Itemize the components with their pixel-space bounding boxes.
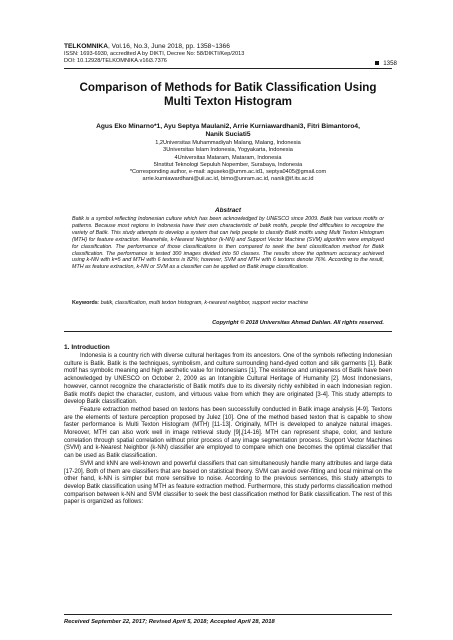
affiliation-line: 4Universitas Mataram, Mataram, Indonesia [174, 154, 282, 161]
received-dates: Received September 22, 2017; Revised April 5, 2018; Accepted April 28, 2018 [64, 619, 275, 625]
keywords-list: : batik, classification, multi texton histogram, k-nearest neighbor, support vector machine [97, 300, 309, 306]
keywords [72, 300, 384, 307]
paper-title [64, 81, 392, 109]
doi-line: DOI: 10.12928/TELKOMNIKA.v16i3.7376 [64, 58, 167, 65]
abstract-heading: Abstract [215, 207, 241, 214]
affiliation-line: arrie.kurniawardhani@uii.ac.id, bimo@unram.ac.id, nanik@if.its.ac.id [142, 176, 314, 183]
copyright-notice: Copyright © 2018 Universitas Ahmad Dahlan. All rights reserved. [212, 320, 384, 326]
affiliation-line: 1,2Universitas Muhammadiyah Malang, Malang, Indonesia [155, 140, 301, 146]
author-line: Nanik Suciati5 [205, 131, 251, 139]
affiliation-line: 3Universitas Islam Indonesia, Yogyakarta, Indonesia [163, 147, 293, 154]
page-number: 1358 [375, 60, 397, 67]
affiliations [64, 140, 392, 184]
introduction-body [64, 353, 392, 507]
square-bullet-icon [375, 61, 379, 65]
abstract-text: Batik is a symbol reflecting Indonesian culture which has been acknowledged by UNESCO since 2009. Batik has various motifs or patterns. Because most regions in Indonesia have their own characteristic of batik motifs, people find difficulties to recognize the variety of Batik. This study attempts to develop a system that can help people to classify Batik motifs using Multi Texton Histogram (MTH) for feature extraction. Meanwhile, k-Nearest Neighbor (k-NN) and Support Vector Machine (SVM) algorithm were employed for classification. The performance of those classifications is then compared to seek the best classification method for Batik classification. The performance is tested 300 images divided into 50 classes. The results show the optimum accuracy achieved using k-NN with k=5 and MTH with 6 textons is 82%; however, SVM and MTH with 6 textons denote 76%. According to the result, MTH as feature extraction, k-NN or SVM as a classifier can be applied on Batik image classification. [72, 216, 384, 271]
section-heading: 1. Introduction [64, 344, 110, 351]
author-line: Agus Eko Minarno*1, Ayu Septya Maulani2, Arrie Kurniawardhani3, Fitri Bimantoro4, [96, 123, 360, 130]
title-line: Comparison of Methods for Batik Classification Using [79, 81, 377, 94]
journal-name: TELKOMNIKA [64, 43, 108, 50]
footer-rule [64, 614, 392, 615]
header-rule [64, 68, 392, 69]
paragraph: Indonesia is a country rich with diverse cultural heritages from its ancestors. One of the symbols reflecting Indonesian culture is Batik. Batik is the techniques, symbolism, and culture surrounding hand-dyed cotton and silk garments [1]. Batik motif has symbolic meaning and high aesthetic value for Indonesians [1]. The existence and uniqueness of Batik have been acknowledged by UNESCO on October 2, 2009 as an Intangible Cultural Heritage of Humanity [2]. Most Indonesians, however, cannot recognize the characteristic of Batik motifs due to its diversity richly exhibited in each Indonesian region. Batik motifs depict the character, custom, and virtuous value from which they are originated [3-4]. This study attempts to develop Batik classification. [64, 353, 392, 406]
paragraph: Feature extraction method based on textons has been successfully conducted in Batik image analysis [4-9]. Textons are the elements of texture perception proposed by Julez [10]. One of the method based texton that is capable to show faster performance is Multi Texton Histogram (MTH) [11-13]. Originally, MTH is developed to analyze natural images. Moreover, MTH can also work well in image retrieval study [9],[14-16]. MTH can represent shape, color, and texture correlation through spatial correlation without prior process of any image segmentation process. Support Vector Machines (SVM) and k-Nearest Neighbor (k-NN) classifier are employed to compare which one becomes the optimal classifier that can be used as Batik classification. [64, 406, 392, 460]
journal-header [64, 43, 394, 65]
volume-info: , Vol.16, No.3, June 2018, pp. 1358~1366 [107, 43, 230, 50]
issn-line: ISSN: 1693-6930, accredited A by DIKTI, Decree No: 58/DIKTI/Kep/2013 [64, 51, 245, 57]
abstract-rule [64, 331, 392, 332]
keywords-label: Keywords [72, 300, 98, 306]
author-list [64, 123, 392, 139]
title-line: Multi Texton Histogram [164, 95, 292, 108]
affiliation-line: *Corresponding author, e-mail: aguseko@umm.ac.id1, septya0405@gmail.com [129, 169, 327, 176]
affiliation-line: 5Institut Teknologi Sepuluh Nopember, Surabaya, Indonesia [153, 161, 303, 168]
paragraph: SVM and kNN are well-known and powerful classifiers that can simultaneously handle many attributes and large data [17-20]. Both of them are classifiers that are based on statistical theory. SVM can avoid over-fitting and local minimal on the other hand, k-NN is simpler but more sensitive to noise. According to the previous sentences, this study attempts to develop Batik classification using MTH as feature extraction method. Furthermore, this study performs classification method comparison between k-NN and SVM classifier to seek the best classification method for Batik classification. The rest of this paper is organized as follows: [64, 460, 392, 506]
